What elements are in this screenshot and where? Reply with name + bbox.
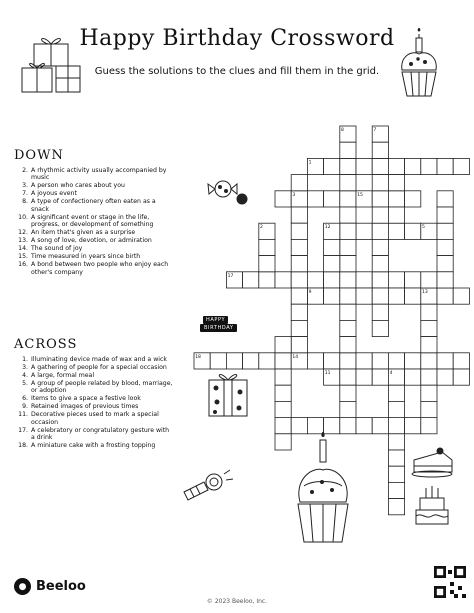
grid-cell[interactable]: [421, 158, 437, 174]
clue-number: 5.: [22, 380, 28, 387]
grid-cell[interactable]: [372, 175, 388, 191]
grid-cell[interactable]: [210, 353, 226, 369]
clue-number: 10.: [18, 213, 28, 221]
brand-name: Beeloo: [36, 579, 86, 594]
clue-text: A type of confectionery often eaten as a snack: [31, 198, 156, 213]
polka-gift-illustration: [206, 370, 250, 418]
grid-cell[interactable]: [324, 239, 340, 255]
grid-cell[interactable]: [453, 369, 469, 385]
qr-code-icon: [434, 566, 466, 598]
grid-cell[interactable]: [421, 385, 437, 401]
grid-cell[interactable]: [340, 272, 356, 288]
grid-cell[interactable]: [340, 207, 356, 223]
grid-cell[interactable]: [405, 353, 421, 369]
clue-text: Illuminating device made of wax and a wick: [31, 356, 167, 363]
clue-text: A bond between two people who enjoy each other's company: [31, 261, 169, 276]
grid-cell[interactable]: [405, 158, 421, 174]
grid-cell[interactable]: [291, 239, 307, 255]
grid-cell[interactable]: [372, 239, 388, 255]
grid-cell[interactable]: [421, 304, 437, 320]
grid-cell-number: 5: [422, 225, 425, 231]
grid-cell[interactable]: [307, 191, 323, 207]
grid-cell[interactable]: [324, 158, 340, 174]
grid-cell[interactable]: [356, 353, 372, 369]
grid-cell[interactable]: [372, 191, 388, 207]
grid-cell[interactable]: [243, 272, 259, 288]
grid-cell[interactable]: [421, 320, 437, 336]
grid-cell-number: 8: [341, 128, 344, 133]
grid-cell[interactable]: [388, 385, 404, 401]
grid-cell[interactable]: [421, 418, 437, 434]
grid-cell[interactable]: [372, 353, 388, 369]
clue-number: 17.: [18, 426, 28, 434]
big-cupcake-illustration: [292, 430, 354, 550]
grid-cell[interactable]: [453, 353, 469, 369]
grid-cell[interactable]: [421, 353, 437, 369]
clue-text: A group of people related by blood, marriage, or adoption: [31, 380, 173, 395]
clue-number: 13.: [18, 237, 28, 245]
grid-cell[interactable]: [372, 418, 388, 434]
grid-cell[interactable]: [356, 158, 372, 174]
grid-cell[interactable]: [437, 223, 453, 239]
clue-number: 14.: [18, 245, 28, 253]
clue-number: 15.: [18, 253, 28, 261]
party-blower-illustration: [180, 468, 236, 504]
grid-cell[interactable]: [307, 272, 323, 288]
grid-cell[interactable]: [291, 223, 307, 239]
grid-cell-number: 1: [308, 160, 312, 166]
clue-number: 4.: [22, 372, 28, 379]
grid-cell[interactable]: [340, 191, 356, 207]
grid-cell[interactable]: [275, 385, 291, 401]
grid-cell[interactable]: [291, 207, 307, 223]
bee-icon: ●: [14, 578, 31, 595]
clue-text: A large, formal meal: [31, 372, 95, 379]
birthday-banner: BIRTHDAY: [200, 324, 237, 332]
brand-logo: [14, 578, 86, 595]
grid-cell-number: 15: [357, 192, 363, 198]
grid-cell[interactable]: [388, 450, 404, 466]
clue-text: The sound of joy: [31, 245, 83, 253]
grid-cell[interactable]: [388, 466, 404, 482]
grid-cell[interactable]: [421, 369, 437, 385]
grid-cell[interactable]: [372, 256, 388, 272]
clue-number: 6.: [22, 395, 28, 403]
grid-cell[interactable]: [324, 191, 340, 207]
clue-text: A celebratory or congratulatory gesture with a drink: [31, 426, 170, 442]
grid-cell[interactable]: [259, 239, 275, 255]
clue-text: A gathering of people for a special occasion: [31, 364, 167, 371]
grid-cell[interactable]: [372, 320, 388, 336]
grid-cell-number: 2: [260, 225, 263, 231]
grid-cell[interactable]: [259, 353, 275, 369]
grid-cell[interactable]: [356, 418, 372, 434]
grid-cell[interactable]: [275, 191, 291, 207]
grid-cell[interactable]: [437, 256, 453, 272]
clue-text: A rhythmic activity usually accompanied by music: [31, 167, 167, 182]
clue-number: 12.: [18, 229, 28, 237]
grid-cell[interactable]: [340, 288, 356, 304]
grid-cell[interactable]: [291, 175, 307, 191]
grid-cell[interactable]: [388, 353, 404, 369]
clue-text: A song of love, devotion, or admiration: [31, 237, 152, 245]
grid-cell[interactable]: [388, 175, 404, 191]
grid-cell[interactable]: [340, 256, 356, 272]
grid-cell[interactable]: [340, 337, 356, 353]
grid-cell[interactable]: [437, 272, 453, 288]
grid-cell-number: 4: [389, 371, 393, 376]
grid-cell[interactable]: [372, 272, 388, 288]
grid-cell[interactable]: [275, 369, 291, 385]
clue-text: An item that's given as a surprise: [31, 229, 136, 237]
grid-cell[interactable]: [324, 288, 340, 304]
grid-cell[interactable]: [388, 401, 404, 417]
grid-cell[interactable]: [356, 369, 372, 385]
grid-cell[interactable]: [259, 272, 275, 288]
candy-illustration: [206, 175, 250, 209]
grid-cell[interactable]: [372, 369, 388, 385]
grid-cell[interactable]: [275, 337, 291, 353]
grid-cell[interactable]: [388, 191, 404, 207]
grid-cell[interactable]: [388, 223, 404, 239]
grid-cell[interactable]: [226, 353, 242, 369]
clue-number: 9.: [22, 403, 28, 411]
grid-cell-number: 13: [422, 290, 428, 295]
grid-cell[interactable]: [275, 418, 291, 434]
grid-cell[interactable]: [356, 288, 372, 304]
grid-cell[interactable]: [291, 320, 307, 336]
grid-cell[interactable]: [340, 158, 356, 174]
clue-number: 3.: [22, 182, 28, 190]
grid-cell[interactable]: [421, 401, 437, 417]
grid-cell[interactable]: [453, 158, 469, 174]
grid-cell[interactable]: [340, 142, 356, 158]
grid-cell-number: 3: [292, 192, 296, 198]
grid-cell[interactable]: [324, 353, 340, 369]
grid-cell[interactable]: [340, 401, 356, 417]
clue-text: A person who cares about you: [31, 182, 125, 190]
grid-cell-number: 14: [292, 354, 299, 360]
grid-cell[interactable]: [388, 482, 404, 498]
grid-cell[interactable]: [372, 223, 388, 239]
grid-cell[interactable]: [388, 272, 404, 288]
grid-cell[interactable]: [405, 288, 421, 304]
clue-number: 16.: [18, 261, 28, 269]
grid-cell[interactable]: [259, 256, 275, 272]
grid-cell[interactable]: [340, 353, 356, 369]
clue-text: A significant event or stage in the life, progress, or development of something: [31, 213, 154, 229]
grid-cell-number: 7: [373, 128, 377, 133]
grid-cell-number: 18: [195, 354, 201, 360]
grid-cell[interactable]: [340, 385, 356, 401]
grid-cell[interactable]: [405, 191, 421, 207]
grid-cell[interactable]: [340, 223, 356, 239]
clue-number: 3.: [22, 364, 28, 371]
grid-cell[interactable]: [291, 256, 307, 272]
clue-text: Retained images of previous times: [31, 403, 139, 411]
grid-cell[interactable]: [324, 272, 340, 288]
clue-number: 8.: [22, 198, 28, 206]
grid-cell[interactable]: [405, 369, 421, 385]
grid-cell[interactable]: [291, 337, 307, 353]
grid-cell[interactable]: [372, 158, 388, 174]
grid-cell[interactable]: [388, 418, 404, 434]
grid-cell[interactable]: [340, 175, 356, 191]
copyright-text: © 2023 Beeloo, Inc.: [206, 598, 268, 605]
grid-cell[interactable]: [405, 223, 421, 239]
grid-cell[interactable]: [405, 418, 421, 434]
clue-number: 7.: [22, 190, 28, 198]
grid-cell[interactable]: [340, 369, 356, 385]
grid-cell[interactable]: [356, 223, 372, 239]
grid-cell[interactable]: [437, 353, 453, 369]
clue-text: Time measured in years since birth: [31, 253, 141, 261]
grid-cell[interactable]: [372, 207, 388, 223]
grid-cell-number: 17: [227, 273, 234, 279]
grid-cell-number: 12: [324, 225, 331, 231]
grid-cell[interactable]: [275, 401, 291, 417]
birthday-cake-illustration: [412, 484, 452, 528]
grid-cell[interactable]: [291, 272, 307, 288]
grid-cell[interactable]: [372, 288, 388, 304]
grid-cell[interactable]: [372, 142, 388, 158]
clue-text: A joyous event: [31, 190, 77, 198]
page-title: Happy Birthday Crossword: [79, 26, 395, 51]
cake-slice-illustration: [410, 446, 456, 478]
grid-cell[interactable]: [324, 256, 340, 272]
grid-cell[interactable]: [372, 304, 388, 320]
grid-cell-number: 9: [308, 290, 312, 295]
grid-cell[interactable]: [356, 272, 372, 288]
grid-cell[interactable]: [388, 288, 404, 304]
clue-text: Decorative pieces used to mark a special occasion: [31, 411, 159, 426]
grid-cell[interactable]: [340, 320, 356, 336]
grid-cell[interactable]: [340, 304, 356, 320]
grid-cell[interactable]: [388, 434, 404, 450]
grid-cell[interactable]: [405, 272, 421, 288]
across-heading: ACROSS: [14, 337, 78, 352]
grid-cell[interactable]: [421, 337, 437, 353]
grid-cell[interactable]: [243, 353, 259, 369]
grid-cell[interactable]: [437, 158, 453, 174]
grid-cell[interactable]: [437, 239, 453, 255]
grid-cell[interactable]: [437, 207, 453, 223]
grid-cell[interactable]: [421, 272, 437, 288]
grid-cell[interactable]: [437, 191, 453, 207]
clue-number: 18.: [18, 442, 28, 450]
clue-number: 2.: [22, 167, 28, 174]
grid-cell[interactable]: [453, 288, 469, 304]
grid-cell[interactable]: [388, 499, 404, 515]
grid-cell[interactable]: [340, 239, 356, 255]
clue-text: Items to give a space a festive look: [31, 395, 141, 403]
grid-cell[interactable]: [275, 434, 291, 450]
grid-cell[interactable]: [437, 288, 453, 304]
grid-cell[interactable]: [307, 353, 323, 369]
grid-cell[interactable]: [275, 353, 291, 369]
page-subtitle: Guess the solutions to the clues and fill them in the grid.: [94, 66, 380, 77]
clue-number: 11.: [18, 411, 28, 419]
grid-cell[interactable]: [275, 272, 291, 288]
clue-text: A miniature cake with a frosting topping: [31, 442, 156, 450]
grid-cell[interactable]: [291, 288, 307, 304]
grid-cell[interactable]: [388, 207, 404, 223]
clue-number: 1.: [22, 356, 28, 363]
grid-cell[interactable]: [388, 158, 404, 174]
grid-cell-number: 11: [324, 371, 331, 376]
happy-banner: HAPPY: [203, 316, 228, 324]
grid-cell[interactable]: [437, 369, 453, 385]
down-heading: DOWN: [14, 148, 64, 163]
grid-cell[interactable]: [291, 304, 307, 320]
